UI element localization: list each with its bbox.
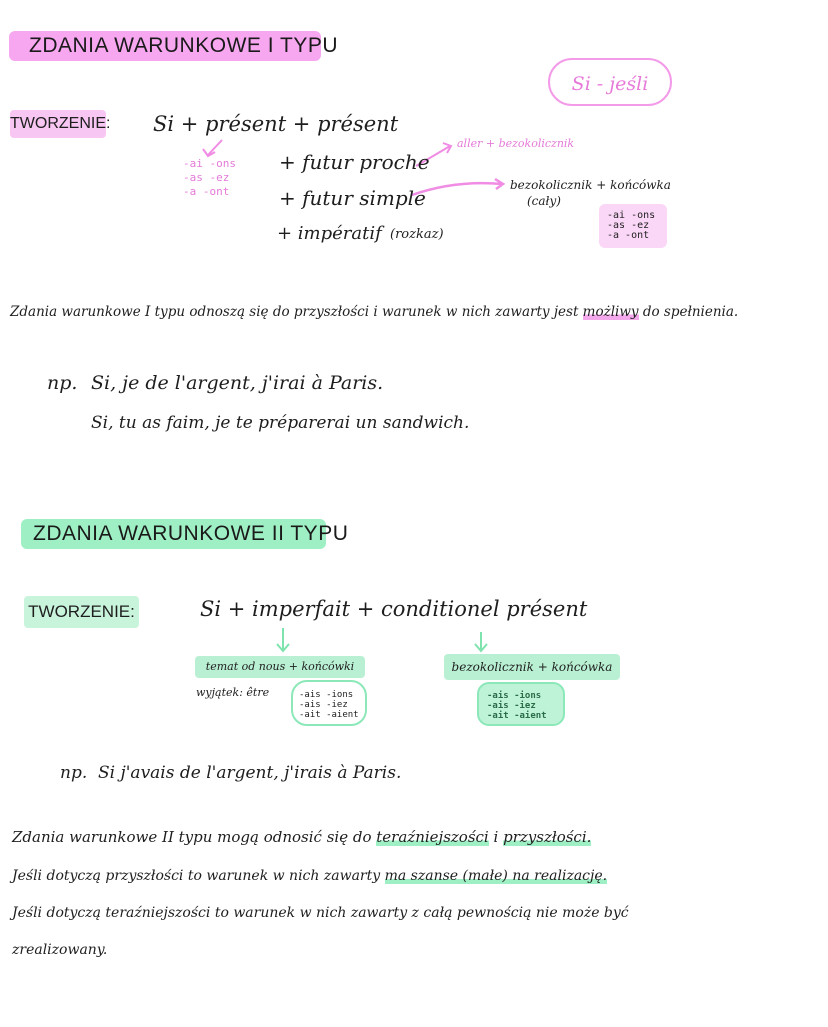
section2-example: Si j'avais de l'argent, j'irais à Paris. <box>98 763 402 783</box>
section1-example-2: Si, tu as faim, je te préparerai un sandwich. <box>91 413 470 433</box>
si-jesli-cloud: Si - jeśli <box>548 58 672 106</box>
futur-simple-note: bezokolicznik + końcówka <box>510 178 671 192</box>
highlight-ma-szanse: ma szanse (małe) na realizację. <box>384 868 608 884</box>
bezokolicznik-pill: bezokolicznik + końcówka <box>444 654 620 680</box>
futur-endings-box: -ai -ons -as -ez -a -ont <box>599 204 667 248</box>
section2-label: TWORZENIE: <box>24 596 139 628</box>
option-futur-proche: + futur proche <box>279 150 430 174</box>
section2-formula: Si + imperfait + conditionel présent <box>200 597 588 621</box>
section1-description: Zdania warunkowe I typu odnoszą się do przyszłości i warunek w nich zawarty jest możliwy do spełnienia. <box>10 304 739 320</box>
imparfait-endings-cloud: -ais -ions -ais -iez -ait -aient <box>291 680 367 726</box>
conditionnel-endings-cloud: -ais -ions -ais -iez -ait -aient <box>477 682 565 726</box>
futur-simple-note-sub: (cały) <box>527 194 561 208</box>
imperatif-note: (rozkaz) <box>390 227 444 242</box>
option-imperatif: + impératif <box>277 223 382 244</box>
section1-formula: Si + présent + présent <box>153 112 399 136</box>
section2-desc-line-3: Jeśli dotyczą teraźniejszości to warunek w nich zawarty z całą pewnością nie może być <box>12 905 629 921</box>
section2-desc-line-4: zrealizowany. <box>12 942 108 958</box>
section2-desc-line-1: Zdania warunkowe II typu mogą odnosić się do teraźniejszości i przyszłości. <box>12 828 592 846</box>
section1-label: TWORZENIE: <box>10 110 106 138</box>
section1-title: ZDANIA WARUNKOWE I TYPU <box>9 31 321 61</box>
present-endings: -ai -ons -as -ez -a -ont <box>183 157 236 198</box>
temat-od-nous-pill: temat od nous + końcówki <box>195 656 365 678</box>
futur-proche-note: aller + bezokolicznik <box>457 137 575 150</box>
section2-desc-line-2: Jeśli dotyczą przyszłości to warunek w nich zawarty ma szanse (małe) na realizację. <box>12 868 608 884</box>
highlight-terazniejszosci: teraźniejszości <box>376 828 489 846</box>
exception-etre: wyjątek: être <box>196 686 270 699</box>
highlight-przyszlosci: przyszłości. <box>503 828 592 846</box>
highlight-mozliwy: możliwy <box>582 304 639 320</box>
section1-example-1: Si, je de l'argent, j'irai à Paris. <box>91 372 384 394</box>
section1-example-prefix: np. <box>47 372 78 394</box>
section2-title: ZDANIA WARUNKOWE II TYPU <box>21 519 326 549</box>
option-futur-simple: + futur simple <box>279 186 426 210</box>
section2-example-prefix: np. <box>60 763 88 783</box>
